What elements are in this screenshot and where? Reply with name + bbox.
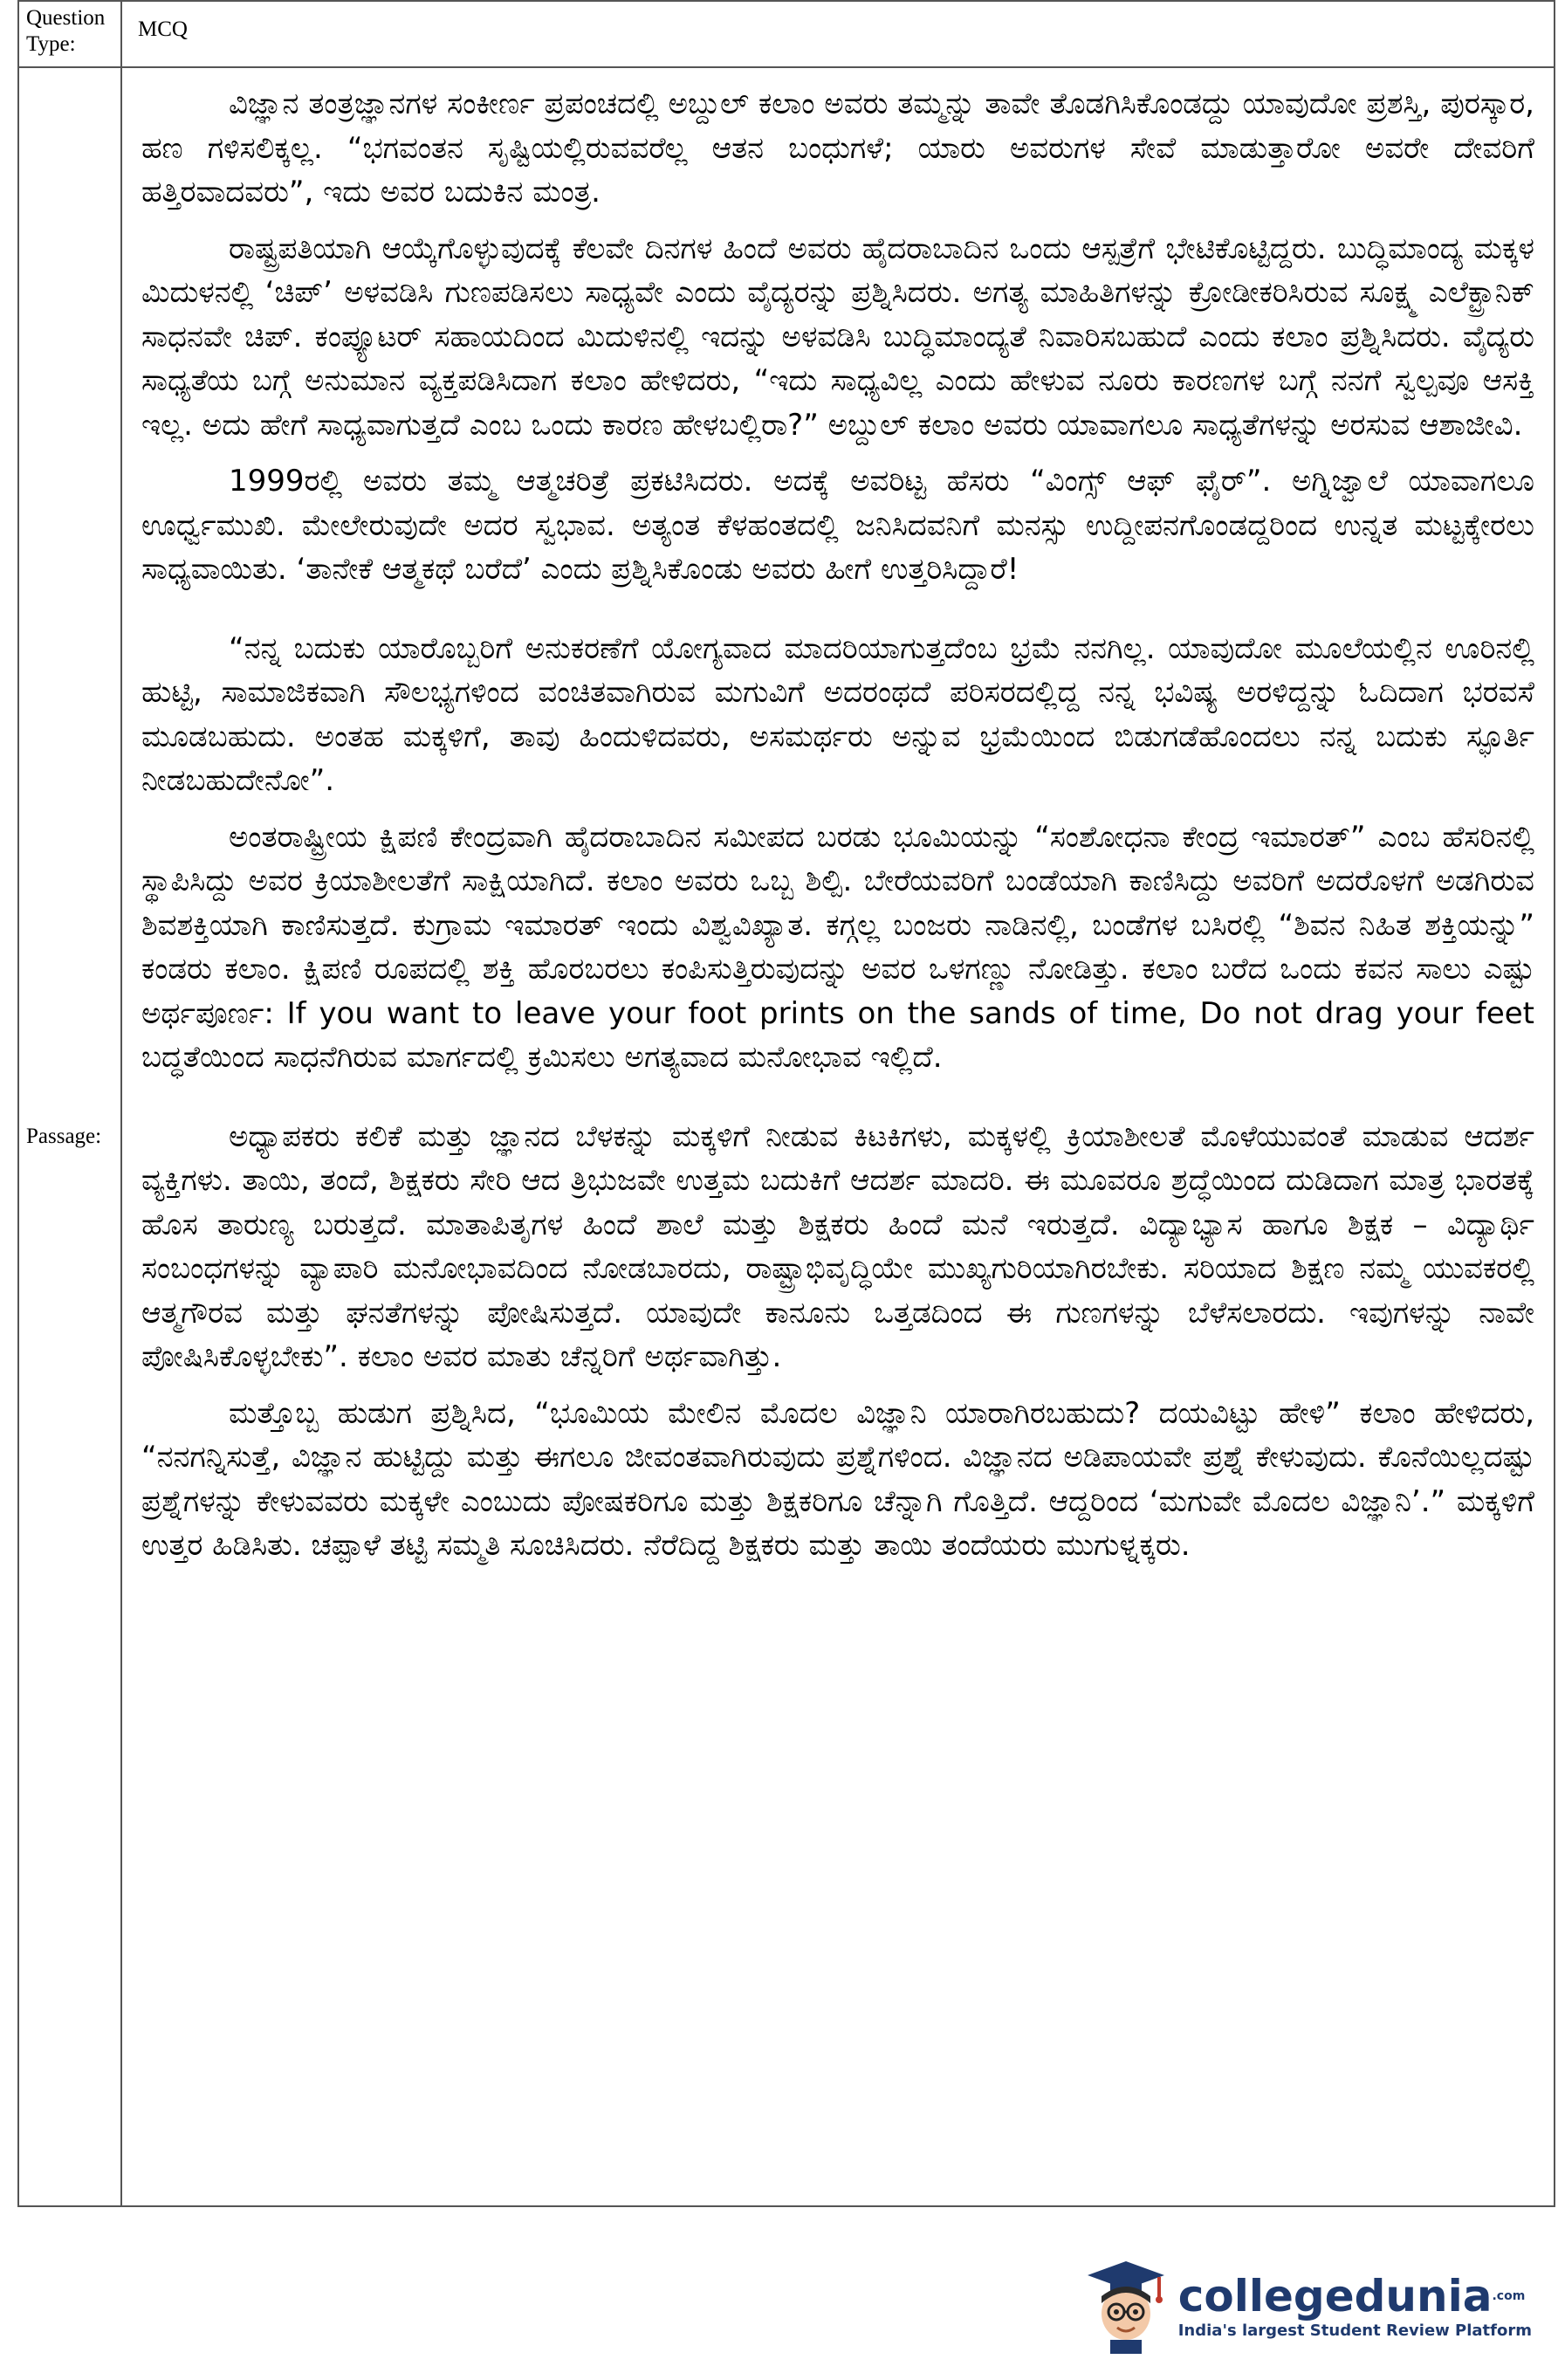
logo-com: .com [1492,2288,1526,2303]
passage-text [122,68,1554,2205]
question-type-value: MCQ [138,17,188,41]
student-mascot-icon [1084,2258,1168,2354]
logo-text [1177,2270,1532,2340]
collegedunia-logo [1084,2258,1532,2354]
question-type-row [19,2,1554,68]
passage-paragraph: “ನನ್ನ ಬದುಕು ಯಾರೊಬ್ಬರಿಗೆ ಅನುಕರಣೆಗೆ ಯೋಗ್ಯವಾದ ಮಾದರಿಯಾಗುತ್ತದೆಂಬ ಭ್ರಮೆ ನನಗಿಲ್ಲ. ಯಾವುದೋ ಮೂಲೆಯಲ್ಲಿನ ಊರಿನಲ್ಲಿ ಹುಟ್ಟಿ, ಸಾಮಾಜಿಕವಾಗಿ ಸೌಲಭ್ಯಗಳಿಂದ ವಂಚಿತವಾಗಿರುವ ಮಗುವಿಗೆ ಅದರಂಥದೆ ಪರಿಸರದಲ್ಲಿದ್ದ ನನ್ನ ಭವಿಷ್ಯ ಅರಳಿದ್ದನ್ನು ಓದಿದಾಗ ಭರವಸೆ ಮೂಡಬಹುದು. ಅಂತಹ ಮಕ್ಕಳಿಗೆ, ತಾವು ಹಿಂದುಳಿದವರು, ಅಸಮರ್ಥರು ಅನ್ನುವ ಭ್ರಮೆಯಿಂದ ಬಿಡುಗಡೆಹೊಂದಲು ನನ್ನ ಬದುಕು ಸ್ಫೂರ್ತಿ ನೀಡಬಹುದೇನೋ”. [141,630,1534,798]
logo-wordmark [1177,2270,1532,2322]
passage-label: Passage: [19,68,122,2205]
passage-paragraph: ಮತ್ತೊಬ್ಬ ಹುಡುಗ ಪ್ರಶ್ನಿಸಿದ, “ಭೂಮಿಯ ಮೇಲಿನ ಮೊದಲ ವಿಜ್ಞಾನಿ ಯಾರಾಗಿರಬಹುದು? ದಯವಿಟ್ಟು ಹೇಳಿ” ಕಲಾಂ ಹೇಳಿದರು, “ನನಗನ್ನಿಸುತ್ತೆ, ವಿಜ್ಞಾನ ಹುಟ್ಟಿದ್ದು ಮತ್ತು ಈಗಲೂ ಜೀವಂತವಾಗಿರುವುದು ಪ್ರಶ್ನೆಗಳಿಂದ. ವಿಜ್ಞಾನದ ಅಡಿಪಾಯವೇ ಪ್ರಶ್ನೆ ಕೇಳುವುದು. ಕೊನೆಯಿಲ್ಲದಷ್ಟು ಪ್ರಶ್ನೆಗಳನ್ನು ಕೇಳುವವರು ಮಕ್ಕಳೇ ಎಂಬುದು ಪೋಷಕರಿಗೂ ಮತ್ತು ಶಿಕ್ಷಕರಿಗೂ ಚೆನ್ನಾಗಿ ಗೊತ್ತಿದೆ. ಆದ್ದರಿಂದ ‘ಮಗುವೇ ಮೊದಲ ವಿಜ್ಞಾನಿ’.” ಮಕ್ಕಳಿಗೆ ಉತ್ತರ ಹಿಡಿಸಿತು. ಚಪ್ಪಾಳೆ ತಟ್ಟಿ ಸಮ್ಮತಿ ಸೂಚಿಸಿದರು. ನೆರೆದಿದ್ದ ಶಿಕ್ಷಕರು ಮತ್ತು ತಾಯಿ ತಂದೆಯರು ಮುಗುಳ್ನಕ್ಕರು. [141,1395,1534,1563]
passage-paragraph: ಅಧ್ಯಾಪಕರು ಕಲಿಕೆ ಮತ್ತು ಜ್ಞಾನದ ಬೆಳಕನ್ನು ಮಕ್ಕಳಿಗೆ ನೀಡುವ ಕಿಟಕಿಗಳು, ಮಕ್ಕಳಲ್ಲಿ ಕ್ರಿಯಾಶೀಲತೆ ಮೊಳೆಯುವಂತೆ ಮಾಡುವ ಆದರ್ಶ ವ್ಯಕ್ತಿಗಳು. ತಾಯಿ, ತಂದೆ, ಶಿಕ್ಷಕರು ಸೇರಿ ಆದ ತ್ರಿಭುಜವೇ ಉತ್ತಮ ಬದುಕಿಗೆ ಆದರ್ಶ ಮಾದರಿ. ಈ ಮೂವರೂ ಶ್ರದ್ಧೆಯಿಂದ ದುಡಿದಾಗ ಮಾತ್ರ ಭಾರತಕ್ಕೆ ಹೊಸ ತಾರುಣ್ಯ ಬರುತ್ತದೆ. ಮಾತಾಪಿತೃಗಳ ಹಿಂದೆ ಶಾಲೆ ಮತ್ತು ಶಿಕ್ಷಕರು ಹಿಂದೆ ಮನೆ ಇರುತ್ತದೆ. ವಿದ್ಯಾಭ್ಯಾಸ ಹಾಗೂ ಶಿಕ್ಷಕ – ವಿದ್ಯಾರ್ಥಿ ಸಂಬಂಧಗಳನ್ನು ವ್ಯಾಪಾರಿ ಮನೋಭಾವದಿಂದ ನೋಡಬಾರದು, ರಾಷ್ಟ್ರಾಭಿವೃದ್ಧಿಯೇ ಮುಖ್ಯಗುರಿಯಾಗಿರಬೇಕು. ಸರಿಯಾದ ಶಿಕ್ಷಣ ನಮ್ಮ ಯುವಕರಲ್ಲಿ ಆತ್ಮಗೌರವ ಮತ್ತು ಘನತೆಗಳನ್ನು ಪೋಷಿಸುತ್ತದೆ. ಯಾವುದೇ ಕಾನೂನು ಒತ್ತಡದಿಂದ ಈ ಗುಣಗಳನ್ನು ಬೆಳೆಸಲಾರದು. ಇವುಗಳನ್ನು ನಾವೇ ಪೋಷಿಸಿಕೊಳ್ಳಬೇಕು”. ಕಲಾಂ ಅವರ ಮಾತು ಚೆನ್ನರಿಗೆ ಅರ್ಥವಾಗಿತ್ತು. [141,1118,1534,1374]
passage-paragraph: ಅಂತರಾಷ್ಟ್ರೀಯ ಕ್ಷಿಪಣಿ ಕೇಂದ್ರವಾಗಿ ಹೈದರಾಬಾದಿನ ಸಮೀಪದ ಬರಡು ಭೂಮಿಯನ್ನು “ಸಂಶೋಧನಾ ಕೇಂದ್ರ ಇಮಾರತ್” ಎಂಬ ಹೆಸರಿನಲ್ಲಿ ಸ್ಥಾಪಿಸಿದ್ದು ಅವರ ಕ್ರಿಯಾಶೀಲತೆಗೆ ಸಾಕ್ಷಿಯಾಗಿದೆ. ಕಲಾಂ ಅವರು ಒಬ್ಬ ಶಿಲ್ಪಿ. ಬೇರೆಯವರಿಗೆ ಬಂಡೆಯಾಗಿ ಕಾಣಿಸಿದ್ದು ಅವರಿಗೆ ಅದರೊಳಗೆ ಅಡಗಿರುವ ಶಿವಶಕ್ತಿಯಾಗಿ ಕಾಣಿಸುತ್ತದೆ. ಕುಗ್ರಾಮ ಇಮಾರತ್ ಇಂದು ವಿಶ್ವವಿಖ್ಯಾತ. ಕಗ್ಗಲ್ಲ ಬಂಜರು ನಾಡಿನಲ್ಲಿ, ಬಂಡೆಗಳ ಬಸಿರಲ್ಲಿ “ಶಿವನ ನಿಹಿತ ಶಕ್ತಿಯನ್ನು” ಕಂಡರು ಕಲಾಂ. ಕ್ಷಿಪಣಿ ರೂಪದಲ್ಲಿ ಶಕ್ತಿ ಹೊರಬರಲು ಕಂಪಿಸುತ್ತಿರುವುದನ್ನು ಅವರ ಒಳಗಣ್ಣು ನೋಡಿತ್ತು. ಕಲಾಂ ಬರೆದ ಒಂದು ಕವನ ಸಾಲು ಎಷ್ಟು ಅರ್ಥಪೂರ್ಣ: If you want to leave your foot prints on the sands of time, Do not drag your feet ಬದ್ಧತೆಯಿಂದ ಸಾಧನೆಗಿರುವ ಮಾರ್ಗದಲ್ಲಿ ಕ್ರಮಿಸಲು ಅಗತ್ಯವಾದ ಮನೋಭಾವ ಇಲ್ಲಿದೆ. [141,819,1534,1075]
passage-paragraph: ವಿಜ್ಞಾನ ತಂತ್ರಜ್ಞಾನಗಳ ಸಂಕೀರ್ಣ ಪ್ರಪಂಚದಲ್ಲಿ ಅಬ್ದುಲ್ ಕಲಾಂ ಅವರು ತಮ್ಮನ್ನು ತಾವೇ ತೊಡಗಿಸಿಕೊಂಡದ್ದು ಯಾವುದೋ ಪ್ರಶಸ್ತಿ, ಪುರಸ್ಕಾರ, ಹಣ ಗಳಿಸಲಿಕ್ಕಲ್ಲ. “ಭಗವಂತನ ಸೃಷ್ಟಿಯಲ್ಲಿರುವವರೆಲ್ಲ ಆತನ ಬಂಧುಗಳೆ; ಯಾರು ಅವರುಗಳ ಸೇವೆ ಮಾಡುತ್ತಾರೋ ಅವರೇ ದೇವರಿಗೆ ಹತ್ತಿರವಾದವರು”, ಇದು ಅವರ ಬದುಕಿನ ಮಂತ್ರ. [141,86,1534,210]
passage-row [19,68,1554,2205]
question-table [17,0,1555,2207]
passage-paragraph: 1999ರಲ್ಲಿ ಅವರು ತಮ್ಮ ಆತ್ಮಚರಿತ್ರೆ ಪ್ರಕಟಿಸಿದರು. ಅದಕ್ಕೆ ಅವರಿಟ್ಟ ಹೆಸರು “ವಿಂಗ್ಸ್ ಆಫ್ ಫೈರ್”. ಅಗ್ನಿಜ್ವಾಲೆ ಯಾವಾಗಲೂ ಊರ್ಧ್ವಮುಖಿ. ಮೇಲೇರುವುದೇ ಅದರ ಸ್ವಭಾವ. ಅತ್ಯಂತ ಕೆಳಹಂತದಲ್ಲಿ ಜನಿಸಿದವನಿಗೆ ಮನಸ್ಸು ಉದ್ದೀಪನಗೊಂಡದ್ದರಿಂದ ಉನ್ನತ ಮಟ್ಟಕ್ಕೇರಲು ಸಾಧ್ಯವಾಯಿತು. ‘ತಾನೇಕೆ ಆತ್ಮಕಥೆ ಬರೆದೆ’ ಎಂದು ಪ್ರಶ್ನಿಸಿಕೊಂಡು ಅವರು ಹೀಗೆ ಉತ್ತರಿಸಿದ್ದಾರೆ! [141,464,1534,587]
logo-name: collegedunia [1177,2270,1493,2322]
question-type-label: Question Type: [19,2,122,66]
logo-tagline: India's largest Student Review Platform [1177,2321,1532,2340]
passage-paragraph: ರಾಷ್ಟ್ರಪತಿಯಾಗಿ ಆಯ್ಕೆಗೊಳ್ಳುವುದಕ್ಕೆ ಕೆಲವೇ ದಿನಗಳ ಹಿಂದೆ ಅವರು ಹೈದರಾಬಾದಿನ ಒಂದು ಆಸ್ಪತ್ರೆಗೆ ಭೇಟಿಕೊಟ್ಟಿದ್ದರು. ಬುದ್ಧಿಮಾಂದ್ಯ ಮಕ್ಕಳ ಮಿದುಳನಲ್ಲಿ ‘ಚಿಪ್’ ಅಳವಡಿಸಿ ಗುಣಪಡಿಸಲು ಸಾಧ್ಯವೇ ಎಂದು ವೈದ್ಯರನ್ನು ಪ್ರಶ್ನಿಸಿದರು. ಅಗತ್ಯ ಮಾಹಿತಿಗಳನ್ನು ಕ್ರೋಡೀಕರಿಸಿರುವ ಸೂಕ್ಷ್ಮ ಎಲೆಕ್ಟ್ರಾನಿಕ್ ಸಾಧನವೇ ಚಿಪ್. ಕಂಪ್ಯೂಟರ್ ಸಹಾಯದಿಂದ ಮಿದುಳಿನಲ್ಲಿ ಇದನ್ನು ಅಳವಡಿಸಿ ಬುದ್ಧಿಮಾಂದ್ಯತೆ ನಿವಾರಿಸಬಹುದೆ ಎಂದು ಕಲಾಂ ಪ್ರಶ್ನಿಸಿದರು. ವೈದ್ಯರು ಸಾಧ್ಯತೆಯ ಬಗ್ಗೆ ಅನುಮಾನ ವ್ಯಕ್ತಪಡಿಸಿದಾಗ ಕಲಾಂ ಹೇಳಿದರು, “ಇದು ಸಾಧ್ಯವಿಲ್ಲ ಎಂದು ಹೇಳುವ ನೂರು ಕಾರಣಗಳ ಬಗ್ಗೆ ನನಗೆ ಸ್ವಲ್ಪವೂ ಆಸಕ್ತಿ ಇಲ್ಲ. ಅದು ಹೇಗೆ ಸಾಧ್ಯವಾಗುತ್ತದೆ ಎಂಬ ಒಂದು ಕಾರಣ ಹೇಳಬಲ್ಲಿರಾ?” ಅಬ್ದುಲ್ ಕಲಾಂ ಅವರು ಯಾವಾಗಲೂ ಸಾಧ್ಯತೆಗಳನ್ನು ಅರಸುವ ಆಶಾಜೀವಿ. [141,230,1534,443]
